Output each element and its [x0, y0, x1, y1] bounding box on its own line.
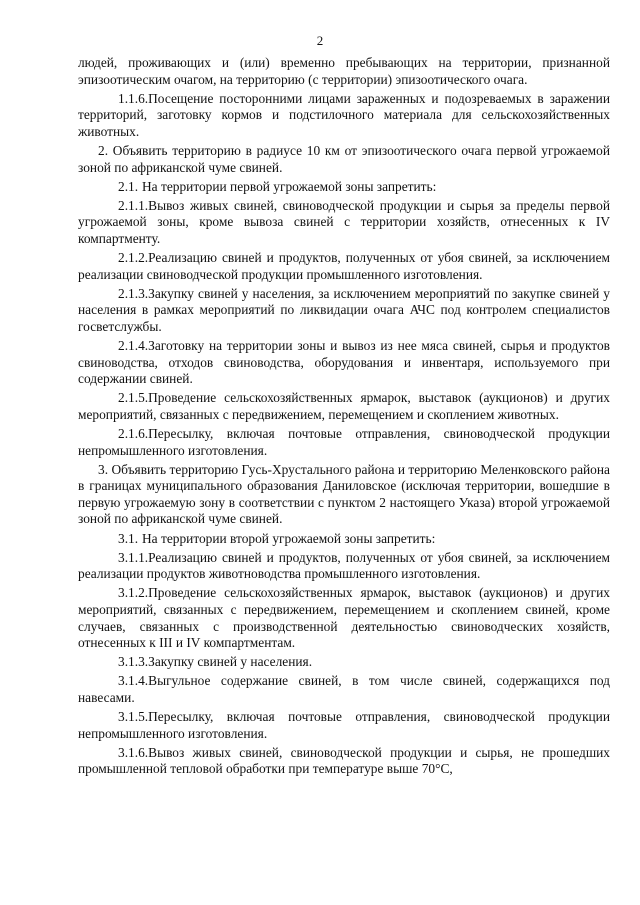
paragraph [78, 654, 610, 671]
paragraph-text: Пересылку, включая почтовые отправления, свиноводческой продукции непромышленного изготовления. [78, 425, 610, 458]
paragraph [78, 143, 610, 176]
paragraph-text: Выгульное содержание свиней, в том числе свиней, содержащихся под навесами. [78, 673, 610, 705]
paragraph-number: 3.1.3. [118, 654, 149, 670]
paragraph [78, 198, 610, 248]
paragraph-number: 1.1.6. [118, 90, 149, 106]
paragraph-number: 2.1. [118, 178, 139, 194]
paragraph-number: 3.1. [118, 530, 139, 546]
paragraph [78, 462, 610, 528]
paragraph-number: 3.1.5. [118, 708, 149, 724]
paragraph [78, 91, 610, 141]
paragraph [78, 338, 610, 388]
paragraph [78, 709, 610, 742]
paragraph-text: Вывоз живых свиней, свиноводческой продукции и сырья за пределы первой угрожаемой зоны, кроме вывоза свиней с территории хозяйств, отнесенных к IV компартменту. [78, 197, 610, 246]
paragraph [78, 550, 610, 583]
paragraph-text: людей, проживающих и (или) временно пребывающих на территории, признанной эпизоотическим очагом, на территорию (с территории) эпизоотического очага. [78, 55, 610, 87]
paragraph-text: Пересылку, включая почтовые отправления, свиноводческой продукции непромышленного изготовления. [78, 708, 610, 741]
paragraph-text: Реализацию свиней и продуктов, полученных от убоя свиней, за исключением реализации продуктов животноводства промышленного изготовления. [78, 549, 610, 582]
paragraph [78, 179, 610, 196]
paragraph [78, 286, 610, 336]
paragraph-text: Вывоз живых свиней, свиноводческой продукции и сырья, не прошедших промышленной тепловой обработки при температуре выше 70°С, [78, 744, 610, 777]
paragraph-number: 2.1.4. [118, 338, 149, 353]
paragraph-number: 2.1.2. [118, 250, 149, 266]
paragraph-text: Реализацию свиней и продуктов, полученных от убоя свиней, за исключением реализации свиноводческой продукции промышленного изготовления. [78, 250, 610, 282]
paragraph [78, 55, 610, 88]
paragraph-number: 3.1.6. [118, 744, 149, 760]
paragraph-text: 3. Объявить территорию Гусь-Хрустального района и территорию Меленковского района в границах муниципального образования Даниловское (исключая территории, вошедшие в первую угрожаемую зону в соответствии с пунктом 2 настоящего Указа) второй угрожаемой зоной по африканской чуме свиней. [78, 461, 610, 527]
paragraph-number: 2.1.6. [118, 425, 149, 441]
paragraph-number: 2.1.3. [118, 285, 149, 301]
paragraph [78, 585, 610, 651]
paragraph-text: 2. Объявить территорию в радиусе 10 км от эпизоотического очага первой угрожаемой зоной по африканской чуме свиней. [78, 142, 610, 175]
paragraph-text: Заготовку на территории зоны и вывоз из нее мяса свиней, сырья и продуктов свиноводства, отходов свиноводства, оборудования и инвентаря, используемого при содержании свиней. [78, 338, 610, 387]
document-body [78, 55, 610, 780]
paragraph-number: 2.1.5. [118, 390, 149, 406]
paragraph-text: Посещение посторонними лицами зараженных и подозреваемых в заражении территорий, заготовку кормов и подстилочного материала для сельскохозяйственных животных. [78, 90, 610, 139]
paragraph-text: На территории первой угрожаемой зоны запретить: [142, 178, 437, 194]
paragraph [78, 531, 610, 548]
paragraph [78, 426, 610, 459]
paragraph-number: 3.1.2. [118, 585, 149, 601]
paragraph [78, 673, 610, 706]
paragraph-text: Закупку свиней у населения, за исключением мероприятий по закупке свиней у населения в рамках мероприятий по ликвидации очага АЧС под контролем специалистов госветслужбы. [78, 285, 610, 334]
paragraph-number: 2.1.1. [118, 197, 149, 213]
paragraph-text: На территории второй угрожаемой зоны запретить: [142, 530, 436, 546]
page-number: 2 [316, 33, 324, 48]
paragraph [78, 390, 610, 423]
paragraph-number: 3.1.4. [118, 673, 149, 689]
paragraph [78, 250, 610, 283]
paragraph-text: Проведение сельскохозяйственных ярмарок, выставок (аукционов) и других мероприятий, связанных с передвижением, перемещением и скоплением животных. [78, 390, 610, 422]
paragraph [78, 745, 610, 778]
paragraph-number: 3.1.1. [118, 549, 149, 565]
paragraph-text: Проведение сельскохозяйственных ярмарок, выставок (аукционов) и других мероприятий, связанных с передвижением, перемещением и скоплением свиней, кроме случаев, связанных с производственной деятельностью свиноводческих хозяйств, отнесенных к III и IV компартментам. [78, 585, 610, 651]
paragraph-text: Закупку свиней у населения. [148, 654, 313, 670]
